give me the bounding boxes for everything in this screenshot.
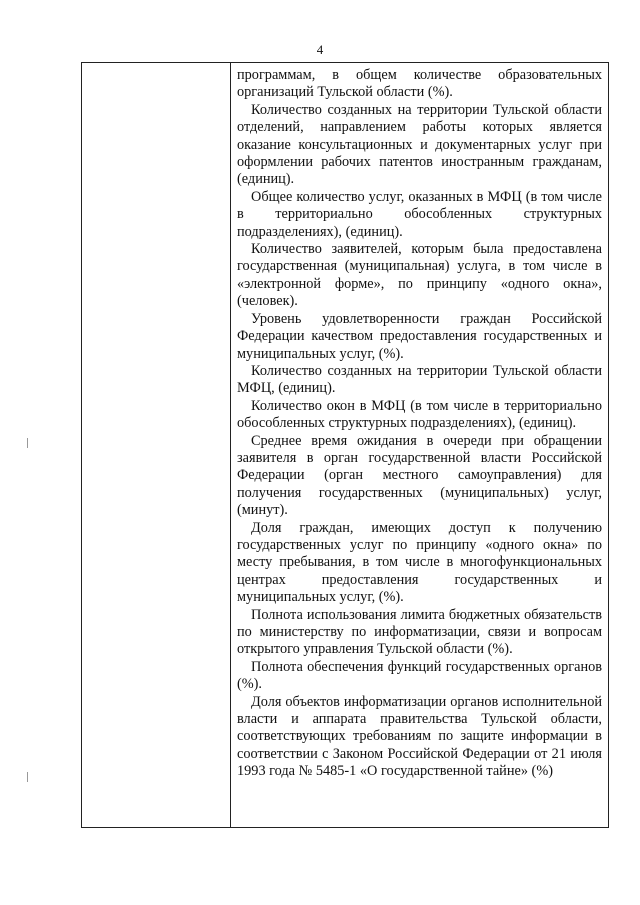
indicator-item: Уровень удовлетворенности граждан Российской Федерации качеством предоставления государственных и муниципальных услуг, (%).	[237, 310, 602, 362]
indicators-table	[81, 62, 609, 828]
indicators-cell	[237, 67, 602, 781]
indicator-item: Полнота использования лимита бюджетных обязательств по министерству по информатизации, связи и вопросам открытого управления Тульской области (%).	[237, 606, 602, 658]
indicator-item: Количество созданных на территории Тульской области МФЦ, (единиц).	[237, 362, 602, 397]
indicator-item: Количество созданных на территории Тульской области отделений, направлением работы которых является оказание консультационных и документарных услуг при оформлении рабочих патентов иностранным гражданам, (единиц).	[237, 101, 602, 188]
indicator-item: Полнота обеспечения функций государственных органов (%).	[237, 658, 602, 693]
indicator-item: Доля граждан, имеющих доступ к получению государственных услуг по принципу «одного окна» по месту пребывания, в том числе в многофункциональных центрах предоставления государственных и муниципальных услуг, (%).	[237, 519, 602, 606]
indicator-item: Доля объектов информатизации органов исполнительной власти и аппарата правительства Тульской области, соответствующих требованиям по защите информации в соответствии с Законом Российской Федерации от 21 июля 1993 года № 5485-1 «О государственной тайне» (%)	[237, 693, 602, 780]
indicator-item: Количество окон в МФЦ (в том числе в территориально обособленных структурных подразделениях), (единиц).	[237, 397, 602, 432]
column-divider	[230, 63, 231, 827]
indicator-item: Среднее время ожидания в очереди при обращении заявителя в орган государственной власти Российской Федерации (орган местного самоуправления) для получения государственных (муниципальных) услуг, (минут).	[237, 432, 602, 519]
indicator-item: Общее количество услуг, оказанных в МФЦ (в том числе в территориально обособленных структурных подразделениях), (единиц).	[237, 188, 602, 240]
scan-mark	[27, 438, 28, 448]
scan-mark	[27, 772, 28, 782]
indicator-item: Количество заявителей, которым была предоставлена государственная (муниципальная) услуга, в том числе в «электронной форме», по принципу «одного окна», (человек).	[237, 241, 602, 310]
indicator-item: программам, в общем количестве образовательных организаций Тульской области (%).	[237, 67, 602, 101]
page-number: 4	[316, 42, 324, 57]
